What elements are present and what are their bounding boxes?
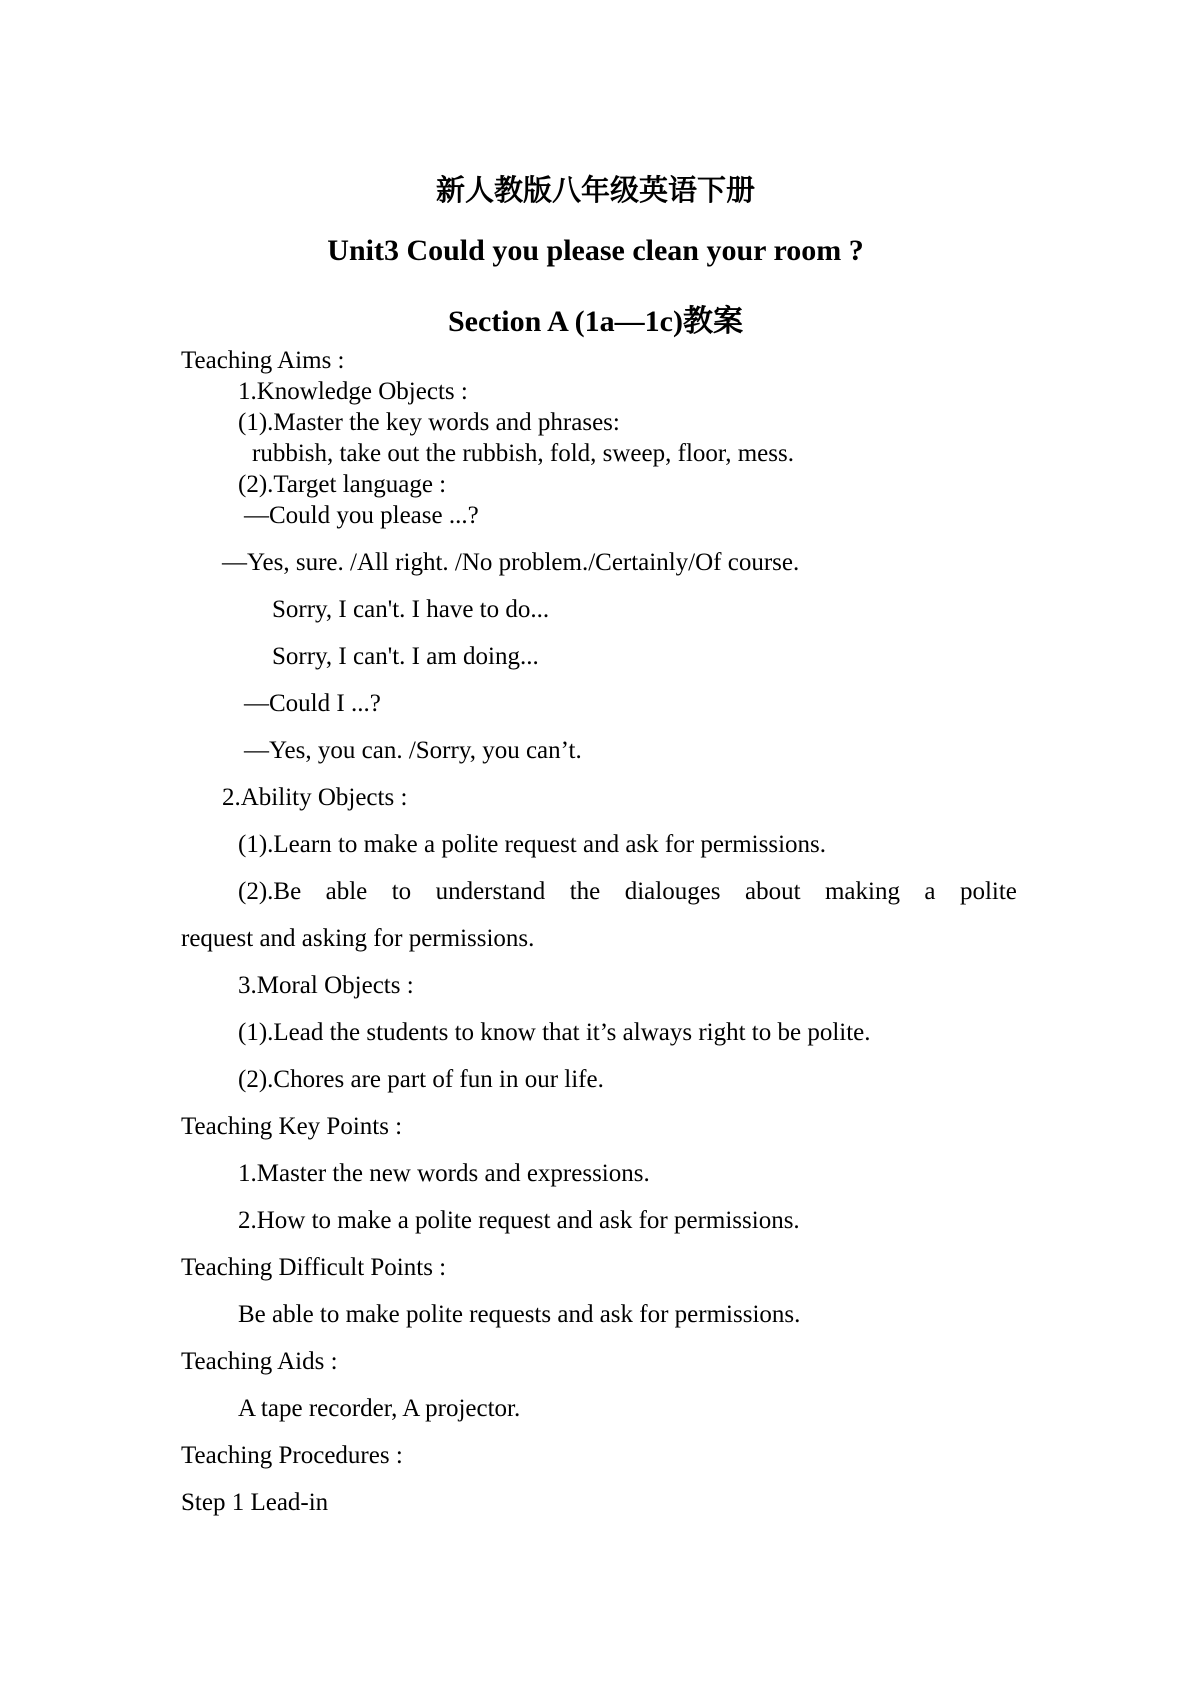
title-chinese: 新人教版八年级英语下册	[435, 173, 755, 207]
word: the	[569, 878, 601, 905]
justified-line	[238, 877, 1017, 907]
heading-teaching-aids: Teaching Aids :	[181, 1348, 338, 1375]
heading-difficult-points: Teaching Difficult Points :	[181, 1254, 447, 1281]
text-line: (1).Lead the students to know that it’s always right to be polite.	[238, 1019, 871, 1046]
word: dialouges	[624, 878, 721, 905]
word: a	[924, 878, 936, 905]
text-line: (1).Master the key words and phrases:	[238, 409, 620, 436]
text-line: —Could I ...?	[244, 690, 381, 717]
word: polite	[959, 878, 1017, 905]
text-line: A tape recorder, A projector.	[238, 1395, 521, 1422]
text-line: —Yes, you can. /Sorry, you can’t.	[244, 737, 582, 764]
heading-teaching-aims: Teaching Aims :	[181, 347, 345, 374]
word: making	[824, 878, 900, 905]
text-line: (2).Target language :	[238, 471, 447, 498]
text-line: Be able to make polite requests and ask for permissions.	[238, 1301, 801, 1328]
word: to	[391, 878, 412, 905]
text-line: —Could you please ...?	[244, 502, 479, 529]
text-line: —Yes, sure. /All right. /No problem./Certainly/Of course.	[222, 549, 800, 576]
subheading-knowledge-objects: 1.Knowledge Objects :	[238, 378, 468, 405]
text-line: 2.How to make a polite request and ask for permissions.	[238, 1207, 800, 1234]
heading-key-points: Teaching Key Points :	[181, 1113, 403, 1140]
title-section: Section A (1a—1c)教案	[448, 305, 743, 338]
title-unit: Unit3 Could you please clean your room ?	[327, 234, 864, 267]
subheading-ability-objects: 2.Ability Objects :	[222, 784, 408, 811]
text-line: Sorry, I can't. I am doing...	[272, 643, 539, 670]
heading-step-1: Step 1 Lead-in	[181, 1489, 329, 1516]
text-line: rubbish, take out the rubbish, fold, sweep, floor, mess.	[252, 440, 794, 467]
text-line: (2).Chores are part of fun in our life.	[238, 1066, 604, 1093]
subheading-moral-objects: 3.Moral Objects :	[238, 972, 414, 999]
word: (2).Be	[238, 878, 302, 905]
word: about	[744, 878, 801, 905]
text-line: Sorry, I can't. I have to do...	[272, 596, 550, 623]
text-line: request and asking for permissions.	[181, 925, 535, 952]
word: understand	[435, 878, 546, 905]
text-line: (1).Learn to make a polite request and ask for permissions.	[238, 831, 827, 858]
word: able	[325, 878, 368, 905]
text-line: 1.Master the new words and expressions.	[238, 1160, 650, 1187]
heading-teaching-procedures: Teaching Procedures :	[181, 1442, 403, 1469]
